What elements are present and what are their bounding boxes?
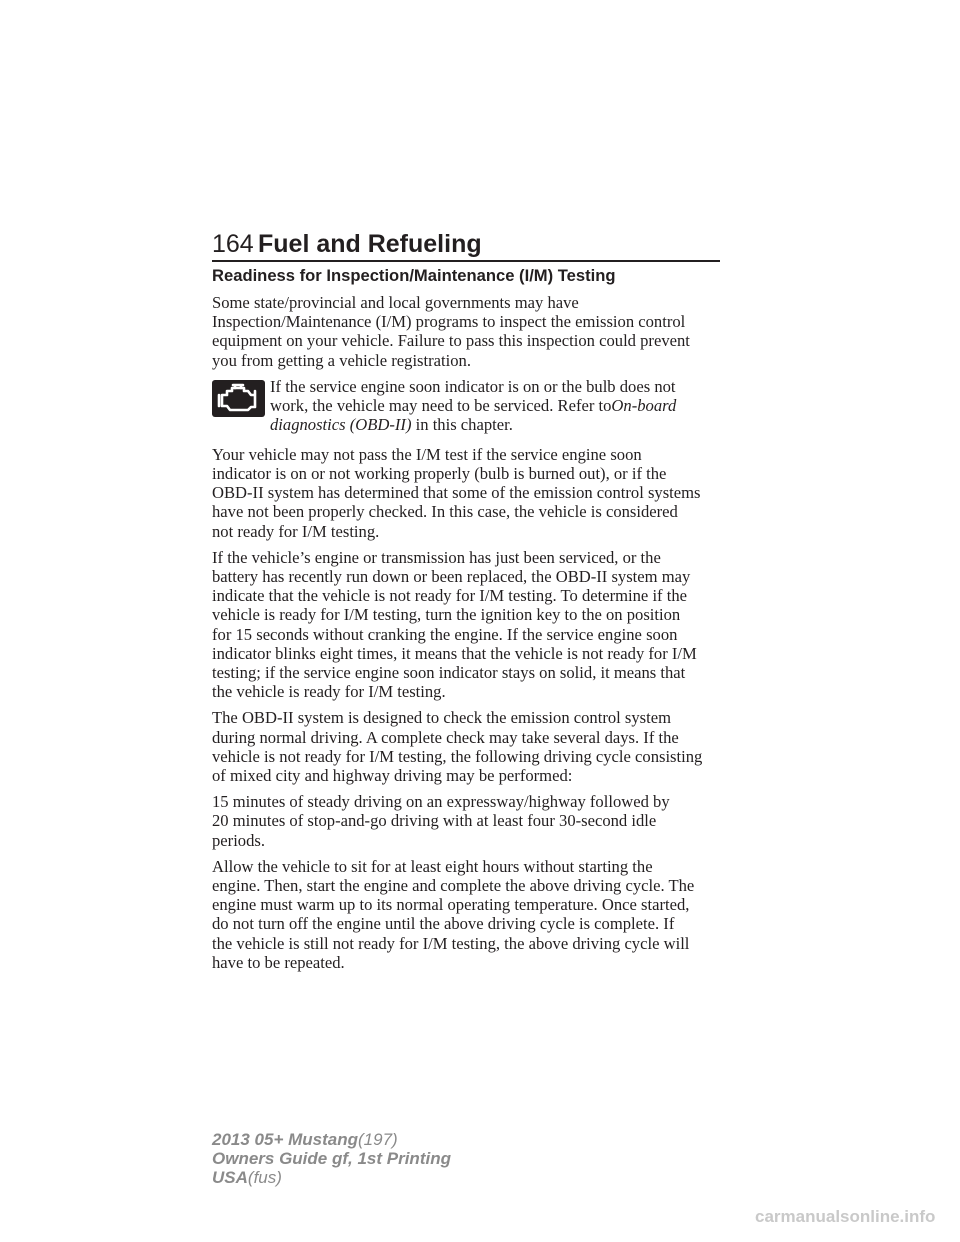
footer-line <box>212 1149 451 1168</box>
text-line: indicator blinks eight times, it means that the vehicle is not ready for I/M <box>212 643 697 663</box>
text-line: 20 minutes of stop-and-go driving with at least four 30-second idle <box>212 811 657 831</box>
site-watermark: carmanualsonline.info <box>755 1207 936 1226</box>
print-info-footer <box>212 1130 451 1187</box>
obd-reference-link: On-board <box>611 396 677 416</box>
page-number: 164 <box>212 230 254 258</box>
page-header <box>212 228 720 260</box>
paragraph-obd-design <box>212 708 720 785</box>
text-line <box>270 396 720 415</box>
text-line: have to be repeated. <box>212 952 345 972</box>
text-line: periods. <box>212 830 265 850</box>
text-line: of mixed city and highway driving may be performed: <box>212 766 573 786</box>
text-line: Some state/provincial and local governments may have <box>212 293 579 312</box>
paragraph-not-pass <box>212 445 720 541</box>
footer-line <box>212 1130 451 1149</box>
text-line: 15 minutes of steady driving on an expressway/highway followed by <box>212 792 670 812</box>
indicator-block <box>212 377 720 438</box>
text-line: equipment on your vehicle. Failure to pass this inspection could prevent <box>212 331 690 351</box>
paragraph-intro <box>212 293 720 370</box>
text-line: vehicle is not ready for I/M testing, the following driving cycle consisting <box>212 746 703 766</box>
text-line: Inspection/Maintenance (I/M) programs to inspect the emission control <box>212 312 686 332</box>
text-line: battery has recently run down or been replaced, the OBD-II system may <box>212 567 691 587</box>
footer-line <box>212 1168 451 1187</box>
paragraph-serviced <box>212 548 720 702</box>
paragraph-allow <box>212 857 720 972</box>
obd-reference-link: diagnostics (OBD-II) <box>270 415 412 435</box>
text-line: have not been properly checked. In this case, the vehicle is considered <box>212 502 678 522</box>
text-line: do not turn off the engine until the above driving cycle is complete. If <box>212 914 675 934</box>
text-line: engine. Then, start the engine and complete the above driving cycle. The <box>212 876 695 896</box>
indicator-text <box>270 377 720 435</box>
text-line <box>270 415 720 434</box>
text-line: indicator is on or not working properly (bulb is burned out), or if the <box>212 464 667 484</box>
check-engine-icon <box>212 380 265 417</box>
text-line: engine must warm up to its normal operating temperature. Once started, <box>212 895 690 915</box>
footer-guide: Owners Guide gf, 1st Printing <box>212 1149 451 1168</box>
section-heading: Readiness for Inspection/Maintenance (I/M) Testing <box>212 266 616 285</box>
text-span: in this chapter. <box>411 415 513 435</box>
footer-model: 2013 05+ Mustang <box>212 1130 358 1149</box>
chapter-title: Fuel and Refueling <box>258 230 482 258</box>
paragraph-driving-cycle <box>212 792 720 850</box>
text-line: the vehicle is ready for I/M testing. <box>212 682 446 702</box>
header-divider <box>212 260 720 262</box>
text-line: Your vehicle may not pass the I/M test if the service engine soon <box>212 444 642 464</box>
text-line: for 15 seconds without cranking the engine. If the service engine soon <box>212 624 678 644</box>
text-line: If the vehicle’s engine or transmission has just been serviced, or the <box>212 547 661 567</box>
text-line: not ready for I/M testing. <box>212 521 380 541</box>
footer-code: (fus) <box>247 1168 282 1187</box>
text-span: work, the vehicle may need to be serviced. Refer to <box>270 396 612 416</box>
text-line: OBD-II system has determined that some of the emission control systems <box>212 483 701 503</box>
text-line: testing; if the service engine soon indicator stays on solid, it means that <box>212 663 686 683</box>
footer-market: USA <box>212 1168 248 1187</box>
text-line: Allow the vehicle to sit for at least eight hours without starting the <box>212 856 653 876</box>
page-content <box>212 265 720 979</box>
text-line: vehicle is ready for I/M testing, turn the ignition key to the on position <box>212 605 681 625</box>
footer-code: (197) <box>358 1130 398 1149</box>
text-line: during normal driving. A complete check may take several days. If the <box>212 727 679 747</box>
text-line: the vehicle is still not ready for I/M testing, the above driving cycle will <box>212 933 690 953</box>
text-line: The OBD-II system is designed to check the emission control system <box>212 708 672 728</box>
text-line: indicate that the vehicle is not ready for I/M testing. To determine if the <box>212 586 687 606</box>
text-line: If the service engine soon indicator is on or the bulb does not <box>270 376 676 396</box>
text-line: you from getting a vehicle registration. <box>212 350 471 370</box>
